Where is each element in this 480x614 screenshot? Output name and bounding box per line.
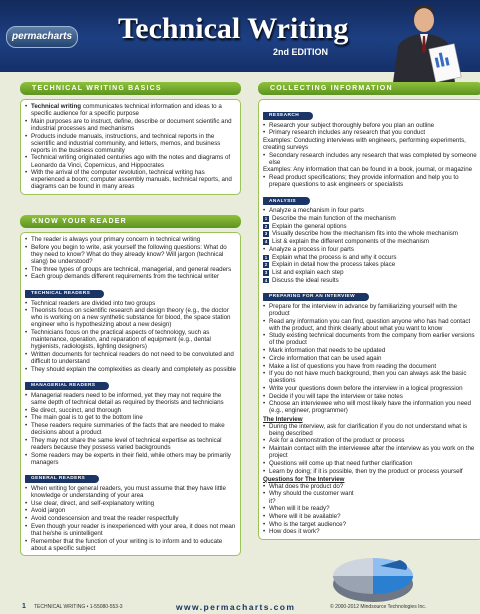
list-item-text: communicates technical information and ideas to a specific audience for a specific purpose (31, 103, 222, 118)
section-title-collecting: COLLECTING INFORMATION (258, 82, 480, 95)
list-item-text: Make a list of questions you have from reading the document (269, 362, 437, 370)
list-item-text: Examples: Any information that can be found in a book, journal, or magazine (263, 166, 473, 174)
list-item-text: Be direct, succinct, and thorough (31, 406, 122, 414)
list-item-text: Managerial readers need to be informed, yet they may not require the same depth of technical detail as required by theorists and technicians (31, 391, 224, 407)
step-number-badge: 3 (264, 269, 268, 275)
questions-heading: Questions for The Interview (263, 475, 345, 483)
list-item (25, 133, 236, 154)
step-number-badge: 1 (264, 216, 268, 222)
content-area (20, 82, 477, 598)
footer (0, 600, 480, 614)
list-item (263, 490, 358, 504)
list-item (263, 423, 478, 437)
list-item (25, 169, 236, 190)
subhead-technical-readers: TECHNICAL READERS (25, 290, 104, 298)
list-item-text: Discuss the ideal results (272, 276, 339, 284)
list-item-text: Why should the customer want it? (269, 490, 354, 505)
list-item (263, 400, 478, 414)
list-item (25, 392, 236, 406)
list-item (263, 528, 358, 535)
list-item (25, 118, 236, 132)
list-item-text: Where will it be available? (269, 512, 341, 520)
list-item-text: Each group demands different requirements from the technical writer (31, 273, 220, 281)
list-item (263, 370, 478, 384)
list-item-text: Questions will come up that need further clarification (269, 459, 413, 467)
list-item (263, 223, 478, 230)
list-item-text: Explain what the process is and why it occurs (272, 253, 397, 261)
list-item (263, 303, 478, 317)
list-item-text: Write your questions down before the interview in a logical progression (269, 384, 463, 392)
list-item-text: Main purposes are to instruct, define, describe or document scientific and industrial processes and mechanisms (31, 117, 232, 132)
list-item (25, 515, 236, 522)
list-item (263, 385, 478, 392)
list-item (25, 414, 236, 421)
list-item-text: Study existing technical documents from the company from earlier versions of the product (269, 332, 475, 347)
list-item (263, 129, 478, 136)
analysis-mechanism-lead: • Analyze a mechanism in four parts (263, 207, 478, 214)
list-item (25, 507, 236, 514)
list-item-text: Research your subject thoroughly before you plan an outline (269, 121, 435, 129)
list-item (263, 137, 478, 151)
list-item (25, 538, 236, 552)
edition-label: 2nd EDITION (273, 47, 329, 57)
list-item (25, 351, 236, 365)
list-item-text: When will it be ready? (269, 505, 330, 513)
list-item (25, 366, 236, 373)
interview-during-list (263, 423, 478, 475)
list-item-text: Before you begin to write, ask yourself the following questions: What do they need to know? What do they already know? Will jargon (technical slang) be understood? (31, 243, 227, 265)
footer-isbn: TECHNICAL WRITING • 1-55080-553-3 (34, 604, 123, 610)
list-item-text: Theorists focus on scientific research and design theory (e.g., the doctor who is working on a new synthetic substance for blood, the space station engineer who is hypothesizing about a new design) (31, 307, 231, 329)
list-item (25, 273, 236, 280)
pie-chart-illustration (328, 536, 418, 608)
list-item-text: Written documents for technical readers do not need to be convoluted and difficult to understand (31, 350, 234, 366)
list-item-text: Decide if you will tape the interview or take notes (269, 392, 403, 400)
list-item-text: Examples: Conducting interviews with engineers, performing experiments, creating surveys (263, 136, 466, 151)
businessman-illustration (372, 0, 472, 90)
footer-url[interactable]: www.permacharts.com (176, 602, 296, 612)
interview-questions-list (263, 483, 358, 536)
research-list (263, 122, 478, 189)
list-item-text: Maintain contact with the interviewee after the interview as you work on the project (269, 445, 475, 460)
subhead-analysis: ANALYSIS (263, 197, 310, 205)
list-item-text: What does the product do? (269, 482, 344, 490)
list-item (25, 500, 236, 507)
list-item (263, 215, 478, 222)
list-item (263, 174, 478, 188)
list-item (25, 523, 236, 537)
list-item (25, 485, 236, 499)
list-item (263, 483, 358, 490)
list-item (25, 307, 236, 328)
basics-list (25, 103, 236, 191)
list-item (263, 254, 478, 261)
list-item-text: Circle information that can be used again (269, 354, 382, 362)
list-item (263, 269, 478, 276)
technical-readers-list (25, 300, 236, 373)
reader-box (20, 232, 241, 556)
list-item-text: During the interview, ask for clarification if you do not understand what is being described (269, 422, 468, 437)
list-item (25, 437, 236, 451)
list-item-text: Remember that the function of your writing is to inform and to educate about a specific subject (31, 537, 223, 552)
list-item (263, 261, 478, 268)
section-title-basics: TECHNICAL WRITING BASICS (20, 82, 241, 95)
list-item-text: Prepare for the interview in advance by familiarizing yourself with the product (269, 302, 458, 317)
list-item-text: Secondary research includes any research that was completed by someone else (269, 151, 477, 166)
permacharts-logo: permacharts (6, 26, 78, 48)
step-number-badge: 4 (264, 239, 268, 245)
list-item (263, 238, 478, 245)
step-number-badge: 2 (264, 262, 268, 268)
list-item-text: These readers require summaries of the facts that are needed to make decisions about a product (31, 422, 225, 437)
list-item-text: Technical writing originated centuries ago with the notes and diagrams of Leonardo da Vinci, Copernicus, and Hippocrates (31, 154, 231, 169)
footer-copyright: © 2000-2012 Mindsource Technologies Inc. (330, 604, 427, 610)
list-item-text: Primary research includes any research that you conduct (269, 129, 426, 137)
list-item-text: Read product specifications; they provide information and help you to prepare questions to ask engineers or specialists (269, 174, 459, 189)
list-item-text: How does it work? (269, 528, 320, 536)
reader-list (25, 236, 236, 280)
list-item-text: Who is the target audience? (269, 520, 347, 528)
list-item-text: The reader is always your primary concern in technical writing (31, 236, 201, 244)
list-item (263, 363, 478, 370)
list-item-text: Describe the main function of the mechanism (272, 215, 396, 223)
list-item-text: Visually describe how the mechanism fits into the whole mechanism (272, 230, 458, 238)
list-item (25, 407, 236, 414)
step-number-badge: 1 (264, 254, 268, 260)
list-item (263, 393, 478, 400)
subhead-research: RESEARCH (263, 112, 313, 120)
list-item-text: Learn by doing; if it is possible, then try the product or process yourself (269, 467, 463, 475)
analysis-list (263, 207, 478, 214)
list-item-text: Avoid jargon (31, 507, 66, 515)
list-item (263, 460, 478, 467)
managerial-readers-list (25, 392, 236, 466)
subhead-general-readers: GENERAL READERS (25, 475, 99, 483)
collecting-box (258, 99, 480, 540)
general-readers-list (25, 485, 236, 552)
list-item-text: With the arrival of the computer revolution, technical writing has experienced a boom; computer assembly manuals, technical reports, and diagrams can be found in many areas (31, 169, 232, 191)
list-item (263, 277, 478, 284)
list-item-text: Some readers may be experts in their field, while others may be primarily managers (31, 451, 231, 466)
list-item-text: List & explain the different components of the mechanism (272, 238, 430, 246)
subhead-managerial-readers: MANAGERIAL READERS (25, 382, 109, 390)
list-item (263, 355, 478, 362)
page-title: Technical Writing (118, 12, 349, 45)
list-item (25, 422, 236, 436)
list-item (263, 505, 358, 512)
list-item (263, 437, 478, 444)
mechanism-steps-list (263, 215, 478, 245)
list-item-text: Avoid condescension and treat the reader respectfully (31, 515, 179, 523)
list-item (263, 332, 478, 346)
list-item-text: List and explain each step (272, 268, 344, 276)
list-item-bold: Technical writing (31, 103, 82, 110)
list-item (25, 452, 236, 466)
right-column (258, 82, 480, 540)
list-item-text: When writing for general readers, you must assume that they have little knowledge or understanding of your area (31, 484, 226, 500)
list-item-text: They may not share the same level of technical expertise as technical readers because they possess varied backgrounds (31, 436, 222, 451)
list-item-text: Explain the general options (272, 222, 347, 230)
basics-box (20, 99, 241, 195)
list-item (263, 347, 478, 354)
list-item-text: Ask for a demonstration of the product or process (269, 437, 405, 445)
step-number-badge: 2 (264, 223, 268, 229)
list-item-text: If you do not have much background, then you can always ask the basic questions (269, 370, 467, 385)
list-item (263, 166, 478, 173)
step-number-badge: 3 (264, 231, 268, 237)
list-item (25, 236, 236, 243)
interview-prep-list (263, 303, 478, 415)
list-item-text: Technicians focus on the practical aspects of technology, such as maintenance, operation, and reparation of equipment (e.g., dental hygienists, radiologists, lighting designers) (31, 329, 211, 351)
interview-heading: The Interview (263, 415, 303, 423)
list-item-text: Explain in detail how the process takes place (272, 261, 396, 269)
process-steps-list (263, 254, 478, 284)
list-item-text: The main goal is to get to the bottom line (31, 414, 143, 422)
list-item (25, 266, 236, 273)
list-item-text: Products include manuals, instructions, and technical reports in the scientific and industrial community, and letters, memos, and business reports in the business community (31, 132, 221, 154)
list-item (263, 513, 358, 520)
list-item (25, 300, 236, 307)
list-item (25, 154, 236, 168)
page-number: 1 (22, 603, 26, 610)
list-item (25, 103, 236, 117)
subhead-interview: PREPARING FOR AN INTERVIEW (263, 293, 369, 301)
list-item-text: Even though your reader is inexperienced with your area, it does not mean that he/she is unintelligent (31, 522, 236, 537)
list-item-text: They should explain the complexities as clearly and completely as possible (31, 365, 236, 373)
list-item (25, 244, 236, 265)
list-item (263, 122, 478, 129)
list-item (263, 152, 478, 166)
analysis-list-2 (263, 246, 478, 253)
step-number-badge: 4 (264, 277, 268, 283)
list-item (263, 468, 478, 475)
analysis-process-lead: • Analyze a process in four parts (263, 246, 478, 253)
list-item-text: Choose an interviewee who will most likely have the information you need (e.g., engineer, programmer) (269, 400, 471, 415)
list-item (25, 329, 236, 350)
list-item-text: Read any information you can find, question anyone who has had contact with the product, and think clearly about what you want to know (269, 317, 471, 332)
list-item-text: The three types of groups are technical, managerial, and general readers (31, 265, 232, 273)
list-item (263, 521, 358, 528)
list-item-text: Mark information that needs to be updated (269, 347, 386, 355)
left-column (20, 82, 241, 556)
list-item (263, 230, 478, 237)
list-item (263, 445, 478, 459)
list-item (263, 318, 478, 332)
section-title-reader: KNOW YOUR READER (20, 215, 241, 228)
list-item-text: Use clear, direct, and self-explanatory writing (31, 499, 155, 507)
list-item-text: Technical readers are divided into two groups (31, 299, 156, 307)
